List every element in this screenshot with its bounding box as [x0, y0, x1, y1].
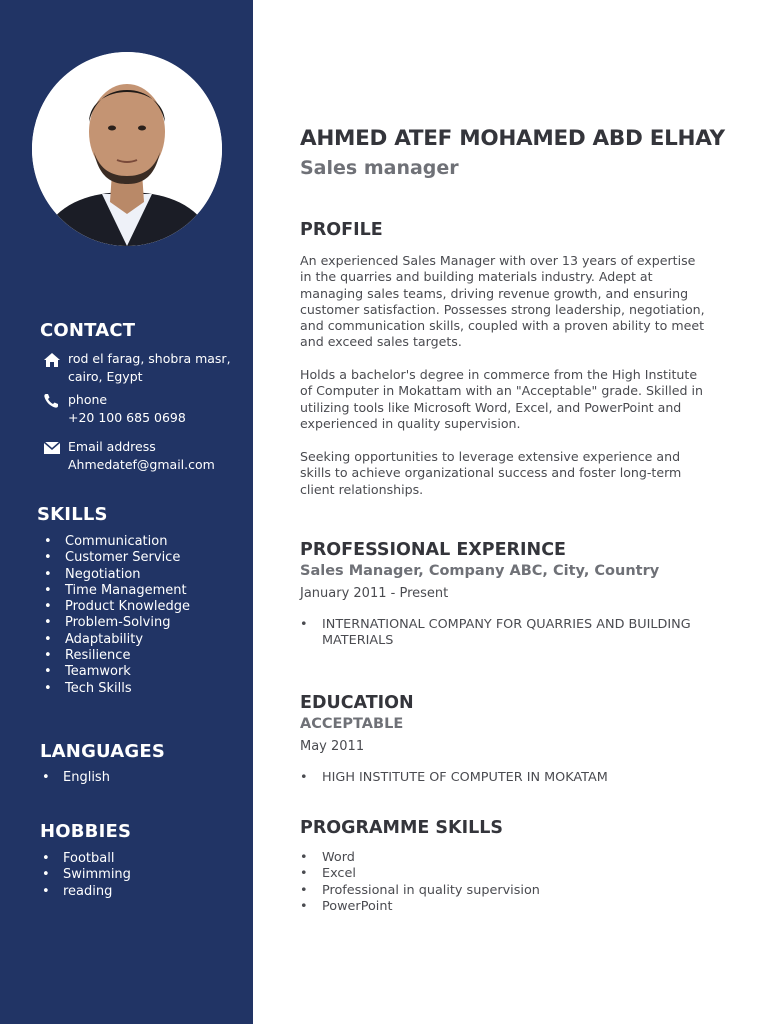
skill-item: • Adaptability: [41, 632, 190, 648]
skill-item: • Negotiation: [41, 567, 190, 583]
skill-item: • Resilience: [41, 648, 190, 664]
skill-item: • Teamwork: [41, 664, 190, 680]
profile-paragraph-1: An experienced Sales Manager with over 13 years of expertise in the quarries and building materials industry. Adept at managing sales teams, driving revenue growth, and ensuring customer satisfaction. Possesses strong leadership, negotiation, and communication skills, coupled with a proven ability to meet and exceed sales targets.: [300, 253, 705, 350]
mail-icon: [43, 440, 61, 456]
phone-label: phone: [68, 392, 108, 407]
education-item: • HIGH INSTITUTE OF COMPUTER IN MOKATAM: [300, 770, 710, 786]
phone-value[interactable]: +20 100 685 0698: [68, 410, 186, 425]
experience-list: [300, 617, 710, 650]
hobbies-heading: HOBBIES: [40, 821, 132, 842]
programme-skill-item: • Word: [300, 850, 710, 866]
hobby-item: • Swimming: [39, 867, 131, 883]
programme-skill-item: • Excel: [300, 866, 710, 882]
contact-heading: CONTACT: [40, 320, 136, 341]
hobby-item: • Football: [39, 851, 131, 867]
sidebar: [0, 0, 253, 1024]
experience-item: • INTERNATIONAL COMPANY FOR QUARRIES AND BUILDING MATERIALS: [300, 617, 710, 650]
skill-item: • Customer Service: [41, 550, 190, 566]
programme-skill-item: • Professional in quality supervision: [300, 883, 710, 899]
contact-phone: [68, 391, 186, 427]
address-line-1: rod el farag, shobra masr,: [68, 351, 231, 366]
education-heading: EDUCATION: [300, 693, 414, 713]
profile-paragraph-3: Seeking opportunities to leverage extensive experience and skills to achieve organizational success and foster long-term client relationships.: [300, 449, 682, 497]
education-list: [300, 770, 710, 786]
education-date: May 2011: [300, 739, 365, 754]
programme-skill-item: • PowerPoint: [300, 899, 710, 915]
languages-list: [39, 770, 110, 786]
phone-icon: [43, 393, 61, 409]
candidate-role: Sales manager: [300, 157, 459, 179]
skills-list: [41, 534, 190, 697]
programme-skills-list: [300, 850, 710, 915]
candidate-name: AHMED ATEF MOHAMED ABD ELHAY: [300, 126, 725, 151]
address-line-2: cairo, Egypt: [68, 369, 143, 384]
hobbies-list: [39, 851, 131, 900]
skill-item: • Tech Skills: [41, 681, 190, 697]
email-label: Email address: [68, 439, 156, 454]
profile-heading: PROFILE: [300, 220, 383, 240]
profile-photo: [32, 52, 222, 246]
profile-paragraph-2: Holds a bachelor's degree in commerce from the High Institute of Computer in Mokattam with an "Acceptable" grade. Skilled in utilizing tools like Microsoft Word, Excel, and PowerPoint and experienced in quality supervision.: [300, 367, 703, 431]
education-grade: ACCEPTABLE: [300, 716, 404, 732]
portrait-illustration: [32, 52, 222, 246]
programme-skills-heading: PROGRAMME SKILLS: [300, 818, 504, 838]
languages-heading: LANGUAGES: [40, 741, 166, 762]
experience-heading: PROFESSIONAL EXPERINCE: [300, 540, 566, 560]
skill-item: • Communication: [41, 534, 190, 550]
contact-address: [68, 350, 231, 386]
skill-item: • Time Management: [41, 583, 190, 599]
hobby-item: • reading: [39, 884, 131, 900]
skill-item: • Problem-Solving: [41, 615, 190, 631]
experience-title: Sales Manager, Company ABC, City, Country: [300, 563, 660, 579]
skills-heading: SKILLS: [37, 504, 108, 525]
contact-email: [68, 438, 215, 474]
language-item: • English: [39, 770, 110, 786]
skill-item: • Product Knowledge: [41, 599, 190, 615]
experience-dates: January 2011 - Present: [300, 586, 449, 601]
home-icon: [43, 352, 61, 368]
email-value[interactable]: Ahmedatef@gmail.com: [68, 457, 215, 472]
